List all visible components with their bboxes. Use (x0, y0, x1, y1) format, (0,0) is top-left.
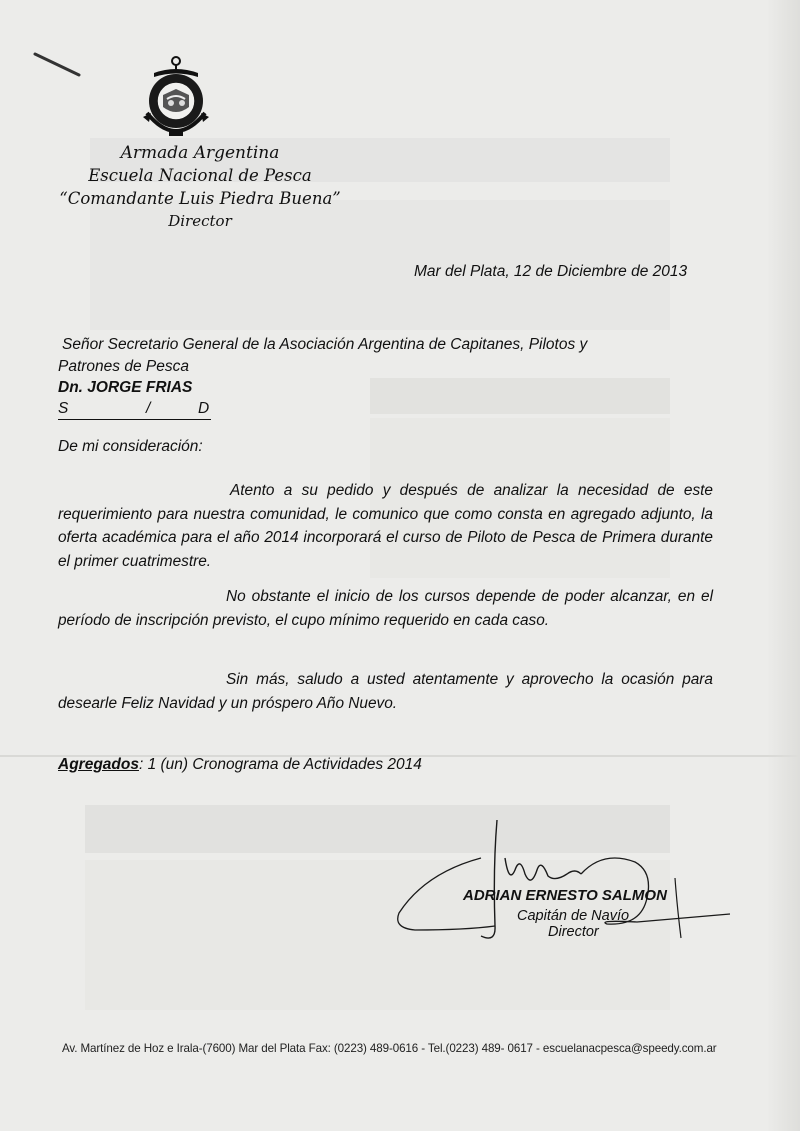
attachment-text: : 1 (un) Cronograma de Actividades 2014 (138, 756, 422, 773)
pen-stroke-mark (33, 50, 81, 78)
bleed-through-band (370, 378, 670, 414)
sd-s: S (58, 400, 69, 417)
recipient-line-2: Patrones de Pesca (58, 358, 189, 375)
signatory-title: Director (548, 924, 599, 940)
attachment-label: Agregados (58, 756, 139, 773)
recipient-sd (58, 400, 211, 420)
sd-d: D (198, 400, 210, 417)
header-commander: “Comandante Luis Piedra Buena” (59, 189, 341, 208)
school-crest-logo (140, 55, 212, 147)
header-school: Escuela Nacional de Pesca (88, 166, 312, 185)
signatory-rank: Capitán de Navío (517, 908, 630, 924)
recipient-line-1: Señor Secretario General de la Asociación Argentina de Capitanes, Pilotos y (62, 336, 588, 353)
header-director: Director (168, 212, 232, 230)
recipient-name: Dn. JORGE FRIAS (58, 379, 193, 396)
date-line: Mar del Plata, 12 de Diciembre de 2013 (414, 263, 688, 280)
body-paragraph-2: No obstante el inicio de los cursos depende de poder alcanzar, en el período de inscripción previsto, el cupo mínimo requerido en cada caso. (58, 588, 713, 629)
header-armada: Armada Argentina (120, 143, 280, 163)
body-paragraph-1: Atento a su pedido y después de analizar la necesidad de este requerimiento para nuestra comunidad, le comunico que como consta en agregado adjunto, la oferta académica para el año 2014 incorporará el curso de Piloto de Pesca de Primera durante el primer cuatrimestre. (58, 482, 713, 570)
signatory-name: ADRIAN ERNESTO SALMON (463, 887, 667, 904)
attachment-line (58, 756, 422, 774)
footer-contact: Av. Martínez de Hoz e Irala-(7600) Mar del Plata Fax: (0223) 489-0616 - Tel.(0223) 489- 0617 - escuelanacpesca@speedy.com.ar (62, 1042, 717, 1055)
paper-edge-shadow (766, 0, 800, 1131)
sd-slash: / (146, 400, 151, 417)
body-paragraph-3: Sin más, saludo a usted atentamente y aprovecho la ocasión para desearle Feliz Navidad y un próspero Año Nuevo. (58, 671, 713, 712)
salutation: De mi consideración: (58, 438, 203, 455)
